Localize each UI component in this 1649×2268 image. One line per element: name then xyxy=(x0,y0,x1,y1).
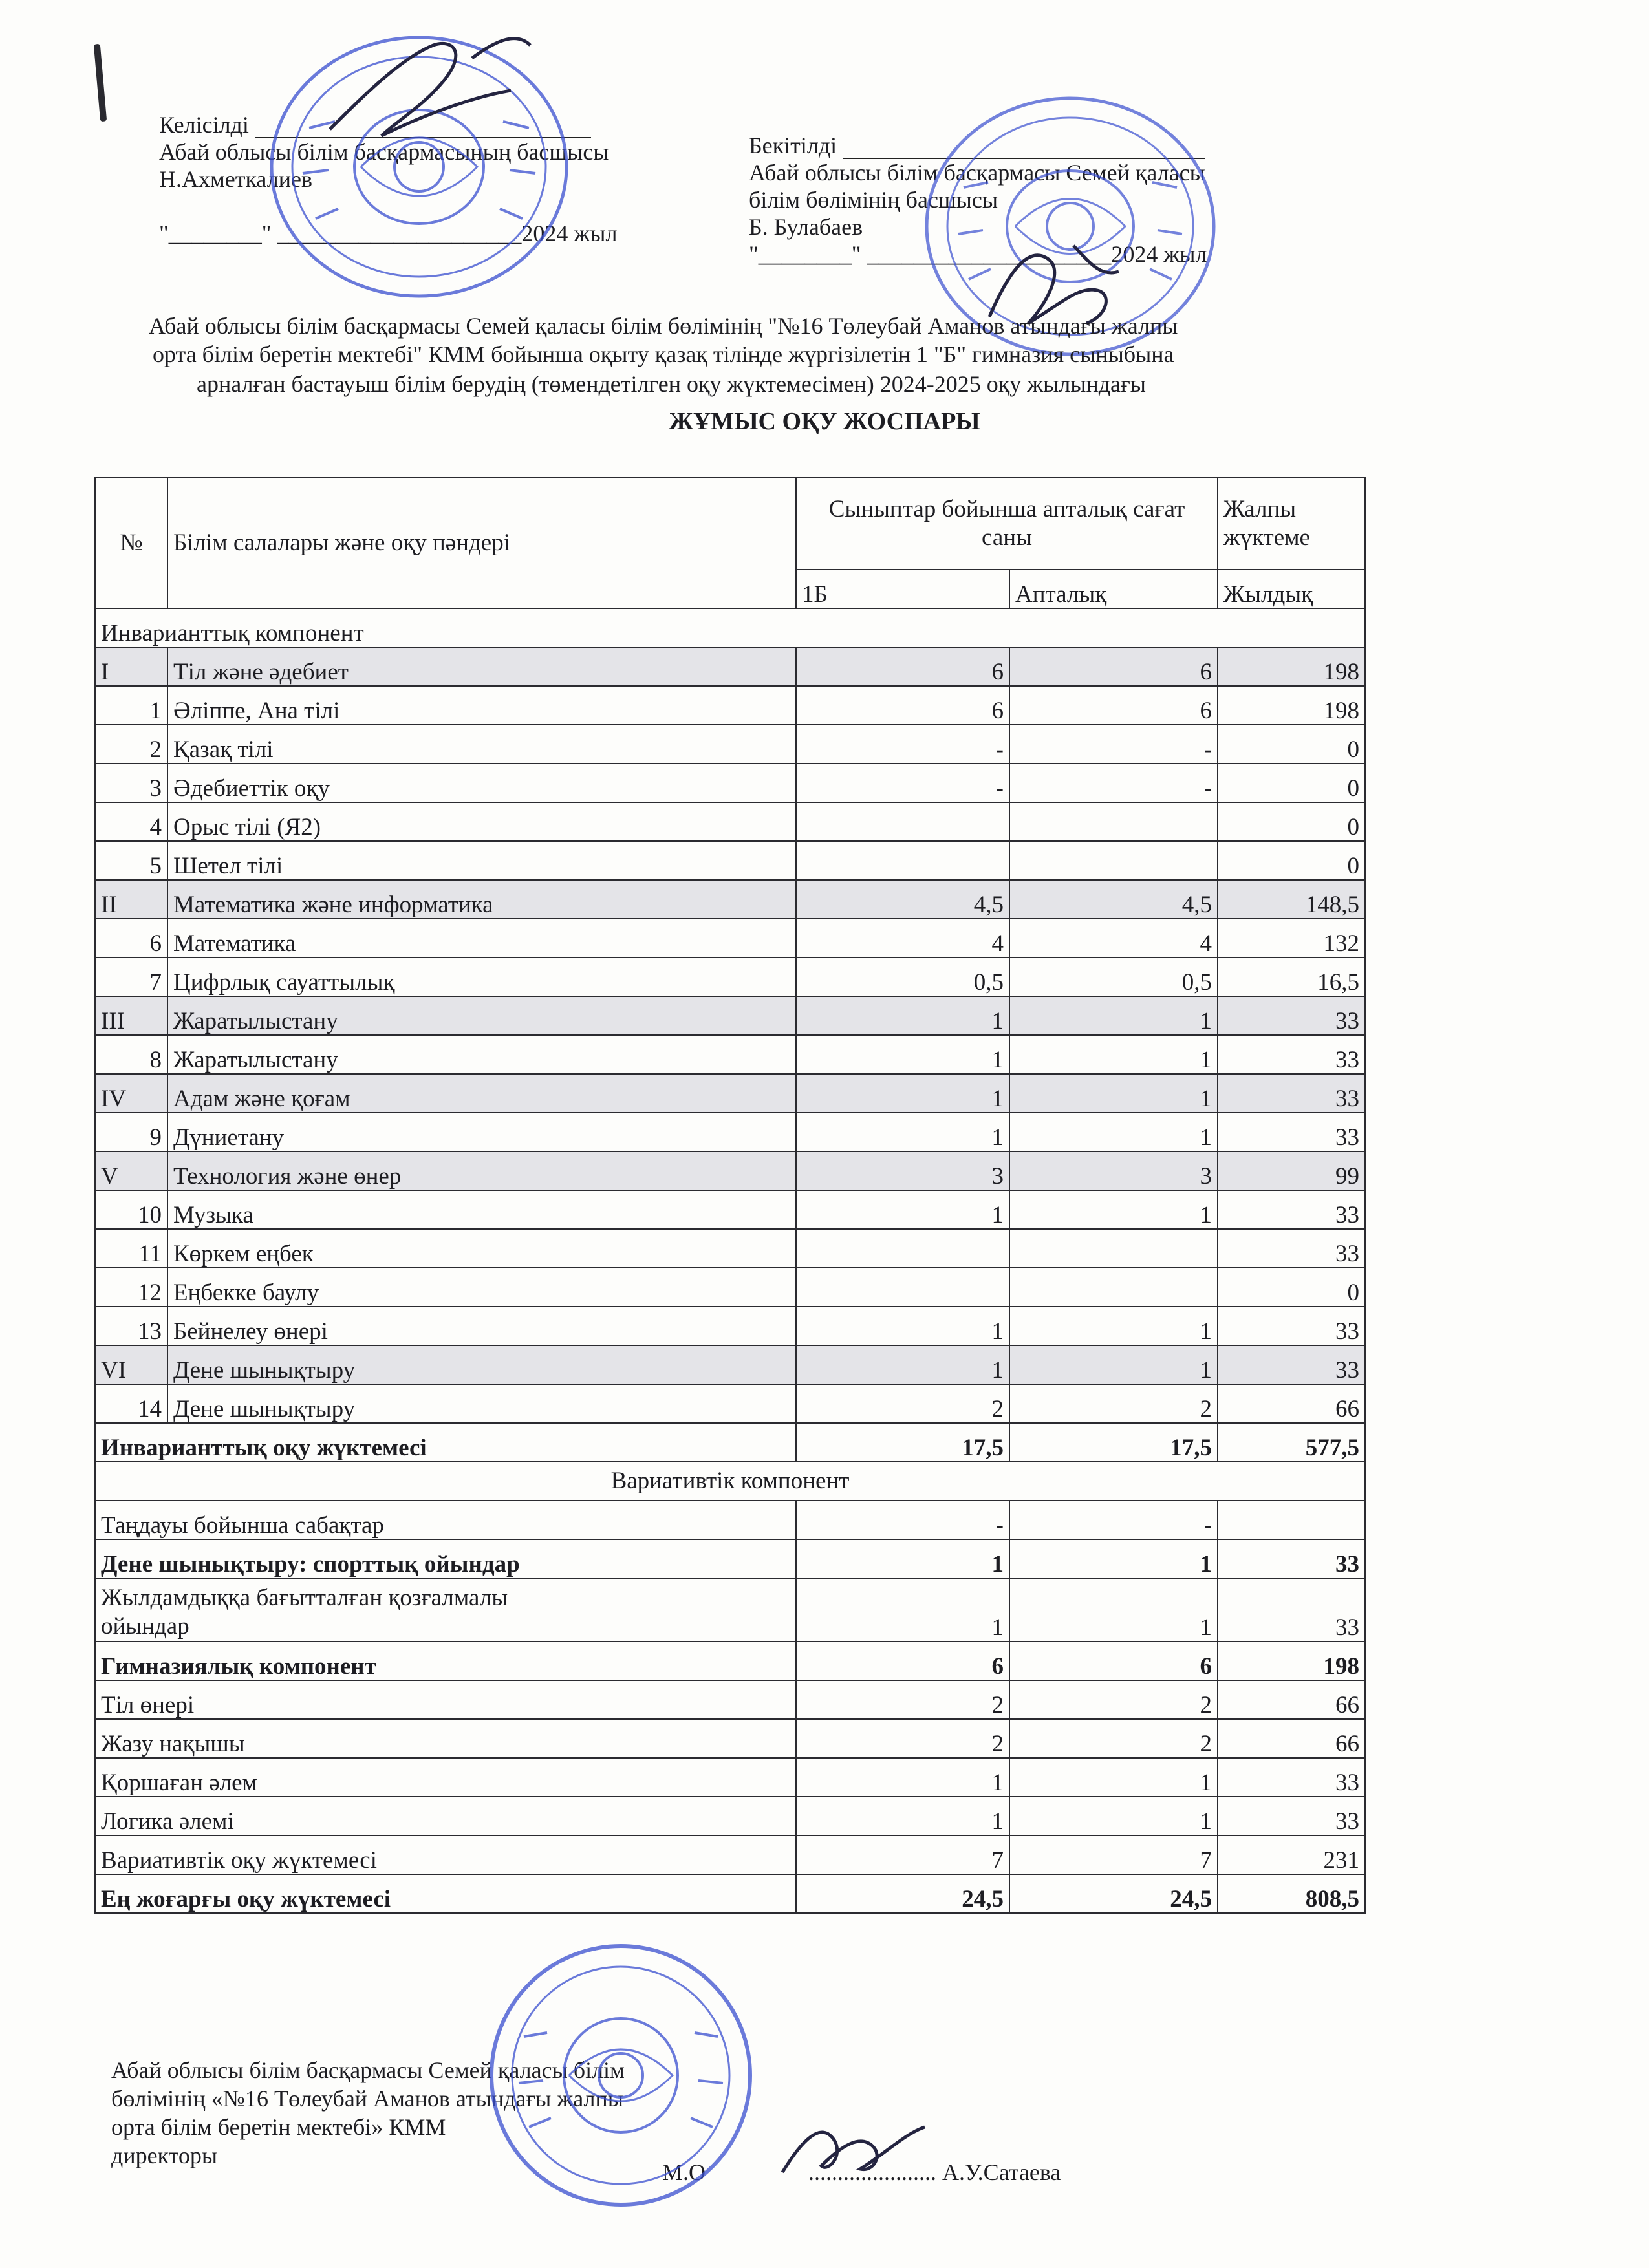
table-row xyxy=(95,1268,1365,1307)
weekly-hours: 1 xyxy=(1009,1539,1218,1578)
header-weekly: Апталық xyxy=(1009,570,1218,608)
row-number: 11 xyxy=(95,1229,167,1268)
row-number: I xyxy=(95,647,167,686)
subject-name: Тіл және әдебиет xyxy=(167,647,796,686)
row-number: 12 xyxy=(95,1268,167,1307)
row-number: 5 xyxy=(95,841,167,880)
subject-name: Ең жоғарғы оқу жүктемесі xyxy=(95,1874,796,1913)
yearly-hours: 808,5 xyxy=(1218,1874,1365,1913)
subject-name: Шетел тілі xyxy=(167,841,796,880)
weekly-hours: 1 xyxy=(1009,1345,1218,1384)
subject-name: Бейнелеу өнері xyxy=(167,1307,796,1345)
weekly-hours: 4 xyxy=(1009,919,1218,957)
table-row xyxy=(95,1113,1365,1151)
yearly-hours: 33 xyxy=(1218,1578,1365,1642)
weekly-hours xyxy=(1009,1229,1218,1268)
invariant-total-row xyxy=(95,1423,1365,1462)
footer-line-4: директоры xyxy=(111,2143,218,2168)
yearly-hours: 0 xyxy=(1218,1268,1365,1307)
subject-name: Еңбекке баулу xyxy=(167,1268,796,1307)
weekly-hours: 2 xyxy=(1009,1719,1218,1758)
variative-title: Вариативтік компонент xyxy=(95,1462,1365,1501)
yearly-hours: 33 xyxy=(1218,1345,1365,1384)
class-hours: 4,5 xyxy=(796,880,1009,919)
weekly-hours xyxy=(1009,841,1218,880)
class-hours: 7 xyxy=(796,1835,1009,1874)
variative-row xyxy=(95,1874,1365,1913)
class-hours: 4 xyxy=(796,919,1009,957)
variative-row xyxy=(95,1797,1365,1835)
subject-name: Гимназиялық компонент xyxy=(95,1642,796,1680)
weekly-hours: 1 xyxy=(1009,996,1218,1035)
subject-name: Технология және өнер xyxy=(167,1151,796,1190)
class-hours: 6 xyxy=(796,686,1009,725)
weekly-hours: 1 xyxy=(1009,1578,1218,1642)
class-hours: 3 xyxy=(796,1151,1009,1190)
class-hours: 1 xyxy=(796,1307,1009,1345)
yearly-hours: 198 xyxy=(1218,1642,1365,1680)
class-hours: 17,5 xyxy=(796,1423,1009,1462)
header-total-load: Жалпы жүктеме xyxy=(1218,478,1365,570)
weekly-hours: 6 xyxy=(1009,647,1218,686)
class-hours xyxy=(796,1229,1009,1268)
yearly-hours: 148,5 xyxy=(1218,880,1365,919)
invariant-title-row xyxy=(95,608,1365,647)
row-number: 10 xyxy=(95,1190,167,1229)
variative-row xyxy=(95,1758,1365,1797)
weekly-hours: 1 xyxy=(1009,1307,1218,1345)
row-number: III xyxy=(95,996,167,1035)
class-hours xyxy=(796,841,1009,880)
plan-title: ЖҰМЫС ОҚУ ЖОСПАРЫ xyxy=(669,408,980,435)
yearly-hours: 0 xyxy=(1218,725,1365,764)
subject-name: Адам және қоғам xyxy=(167,1074,796,1113)
weekly-hours: 6 xyxy=(1009,1642,1218,1680)
class-hours: 0,5 xyxy=(796,957,1009,996)
subject-name: Вариативтік оқу жүктемесі xyxy=(95,1835,796,1874)
approval-left-position: Абай облысы білім басқармасының басшысы xyxy=(159,139,609,165)
class-hours: 1 xyxy=(796,1074,1009,1113)
approval-left-date: "________" _____________________2024 жыл xyxy=(159,220,618,246)
table-row xyxy=(95,841,1365,880)
footer-dots: ...................... xyxy=(808,2159,937,2185)
yearly-hours: 0 xyxy=(1218,802,1365,841)
yearly-hours: 33 xyxy=(1218,1190,1365,1229)
subject-name: Орыс тілі (Я2) xyxy=(167,802,796,841)
table-header-row xyxy=(95,478,1365,570)
weekly-hours: 1 xyxy=(1009,1113,1218,1151)
class-hours: 2 xyxy=(796,1384,1009,1423)
class-hours: 1 xyxy=(796,1578,1009,1642)
row-number: VI xyxy=(95,1345,167,1384)
yearly-hours: 198 xyxy=(1218,647,1365,686)
variative-row xyxy=(95,1719,1365,1758)
class-hours: - xyxy=(796,725,1009,764)
title-line-3: арналған бастауыш білім берудің (төмендетілген оқу жүктемесімен) 2024-2025 оқу жылындағы xyxy=(197,371,1146,397)
row-number: 7 xyxy=(95,957,167,996)
weekly-hours: - xyxy=(1009,764,1218,802)
yearly-hours: 33 xyxy=(1218,1797,1365,1835)
weekly-hours: 3 xyxy=(1009,1151,1218,1190)
approval-right-name: Б. Булабаев xyxy=(749,214,863,240)
variative-row xyxy=(95,1539,1365,1578)
header-class: 1Б xyxy=(796,570,1009,608)
approval-left-name: Н.Ахметкалиев xyxy=(159,166,312,192)
subject-name: Жаратылыстану xyxy=(167,1035,796,1074)
row-number: 8 xyxy=(95,1035,167,1074)
row-number: IV xyxy=(95,1074,167,1113)
variative-row xyxy=(95,1835,1365,1874)
row-number: II xyxy=(95,880,167,919)
footer-mo: М.О xyxy=(662,2159,706,2185)
weekly-hours: 0,5 xyxy=(1009,957,1218,996)
invariant-title: Инварианттық компонент xyxy=(95,608,1365,647)
signature-bottom-icon xyxy=(770,2101,938,2192)
header-no: № xyxy=(95,478,167,608)
approval-right-position-1: Абай облысы білім басқармасы Семей қаласы xyxy=(749,160,1205,186)
subject-name: Цифрлық сауаттылық xyxy=(167,957,796,996)
weekly-hours: 1 xyxy=(1009,1074,1218,1113)
weekly-hours: 1 xyxy=(1009,1190,1218,1229)
approval-left-label: Келісілді xyxy=(159,112,249,138)
table-row xyxy=(95,919,1365,957)
yearly-hours: 33 xyxy=(1218,1758,1365,1797)
weekly-hours xyxy=(1009,1268,1218,1307)
approval-right-label: Бекітілді xyxy=(749,133,837,158)
class-hours: - xyxy=(796,1501,1009,1539)
yearly-hours: 198 xyxy=(1218,686,1365,725)
header-weekly-hours: Сыныптар бойынша апталық сағат саны xyxy=(796,478,1218,570)
table-row xyxy=(95,1307,1365,1345)
subject-name: Дене шынықтыру xyxy=(167,1345,796,1384)
section-row xyxy=(95,647,1365,686)
subject-name: Жылдамдыққа бағытталған қозғалмалы ойындар xyxy=(95,1578,796,1642)
weekly-hours: 24,5 xyxy=(1009,1874,1218,1913)
table-row xyxy=(95,1190,1365,1229)
approval-right-position-2: білім бөлімінің басшысы xyxy=(749,187,998,213)
yearly-hours: 33 xyxy=(1218,996,1365,1035)
subject-name: Көркем еңбек xyxy=(167,1229,796,1268)
subject-name: Дене шынықтыру: спорттық ойындар xyxy=(95,1539,796,1578)
weekly-hours: 1 xyxy=(1009,1035,1218,1074)
variative-row xyxy=(95,1680,1365,1719)
row-number: 13 xyxy=(95,1307,167,1345)
yearly-hours: 33 xyxy=(1218,1307,1365,1345)
class-hours: 6 xyxy=(796,647,1009,686)
variative-row xyxy=(95,1578,1365,1642)
footer-line-2: бөлімінің «№16 Төлеубай Аманов атындағы жалпы xyxy=(111,2086,623,2112)
table-row xyxy=(95,802,1365,841)
section-row xyxy=(95,1074,1365,1113)
table-row xyxy=(95,686,1365,725)
class-hours: 1 xyxy=(796,1190,1009,1229)
yearly-hours: 33 xyxy=(1218,1113,1365,1151)
class-hours: 2 xyxy=(796,1719,1009,1758)
subject-name: Дене шынықтыру xyxy=(167,1384,796,1423)
class-hours xyxy=(796,802,1009,841)
subject-name: Логика әлемі xyxy=(95,1797,796,1835)
subject-name: Музыка xyxy=(167,1190,796,1229)
table-row xyxy=(95,1229,1365,1268)
section-row xyxy=(95,880,1365,919)
weekly-hours: 17,5 xyxy=(1009,1423,1218,1462)
yearly-hours: 0 xyxy=(1218,764,1365,802)
signature-left-icon xyxy=(304,19,550,162)
weekly-hours: 7 xyxy=(1009,1835,1218,1874)
table-row xyxy=(95,1384,1365,1423)
yearly-hours: 33 xyxy=(1218,1539,1365,1578)
yearly-hours: 66 xyxy=(1218,1680,1365,1719)
section-row xyxy=(95,996,1365,1035)
class-hours: 24,5 xyxy=(796,1874,1009,1913)
table-row xyxy=(95,725,1365,764)
yearly-hours: 66 xyxy=(1218,1719,1365,1758)
footer-signer: А.У.Сатаева xyxy=(942,2159,1061,2185)
table-row xyxy=(95,764,1365,802)
yearly-hours: 33 xyxy=(1218,1229,1365,1268)
subject-name: Қоршаған әлем xyxy=(95,1758,796,1797)
class-hours: 1 xyxy=(796,1539,1009,1578)
row-number: 9 xyxy=(95,1113,167,1151)
class-hours: 1 xyxy=(796,996,1009,1035)
variative-row xyxy=(95,1642,1365,1680)
row-number: 2 xyxy=(95,725,167,764)
weekly-hours: 1 xyxy=(1009,1758,1218,1797)
approval-right-date: "________" _____________________2024 жыл xyxy=(749,241,1207,267)
subject-name: Қазақ тілі xyxy=(167,725,796,764)
yearly-hours: 66 xyxy=(1218,1384,1365,1423)
class-hours: - xyxy=(796,764,1009,802)
subject-name: Әліппе, Ана тілі xyxy=(167,686,796,725)
yearly-hours: 0 xyxy=(1218,841,1365,880)
subject-name: Жаратылыстану xyxy=(167,996,796,1035)
table-row xyxy=(95,1035,1365,1074)
class-hours: 1 xyxy=(796,1113,1009,1151)
title-line-2: орта білім беретін мектебі" КММ бойынша оқыту қазақ тілінде жүргізілетін 1 "Б" гимназия сыныбына xyxy=(153,341,1174,367)
weekly-hours: 1 xyxy=(1009,1797,1218,1835)
footer-line-3: орта білім беретін мектебі» КММ xyxy=(111,2114,446,2140)
class-hours: 2 xyxy=(796,1680,1009,1719)
yearly-hours: 33 xyxy=(1218,1035,1365,1074)
weekly-hours: - xyxy=(1009,1501,1218,1539)
class-hours: 1 xyxy=(796,1345,1009,1384)
subject-name: Таңдауы бойынша сабақтар xyxy=(95,1501,796,1539)
curriculum-table xyxy=(94,477,1366,1914)
weekly-hours: 6 xyxy=(1009,686,1218,725)
subject-name: Әдебиеттік оқу xyxy=(167,764,796,802)
weekly-hours: 2 xyxy=(1009,1680,1218,1719)
weekly-hours: - xyxy=(1009,725,1218,764)
yearly-hours: 132 xyxy=(1218,919,1365,957)
subject-name: Математика xyxy=(167,919,796,957)
weekly-hours: 2 xyxy=(1009,1384,1218,1423)
section-row xyxy=(95,1151,1365,1190)
section-row xyxy=(95,1345,1365,1384)
yearly-hours: 33 xyxy=(1218,1074,1365,1113)
yearly-hours: 231 xyxy=(1218,1835,1365,1874)
row-number: 4 xyxy=(95,802,167,841)
class-hours: 6 xyxy=(796,1642,1009,1680)
stamp-bottom-icon xyxy=(485,1940,757,2211)
table-row xyxy=(95,957,1365,996)
row-number: 14 xyxy=(95,1384,167,1423)
subject-name: Тіл өнері xyxy=(95,1680,796,1719)
variative-title-row xyxy=(95,1462,1365,1501)
class-hours: 1 xyxy=(796,1797,1009,1835)
variative-row xyxy=(95,1501,1365,1539)
header-yearly: Жылдық xyxy=(1218,570,1365,608)
row-number: 3 xyxy=(95,764,167,802)
invariant-total-label: Инварианттық оқу жүктемесі xyxy=(95,1423,796,1462)
class-hours: 1 xyxy=(796,1035,1009,1074)
class-hours: 1 xyxy=(796,1758,1009,1797)
yearly-hours: 16,5 xyxy=(1218,957,1365,996)
title-line-1: Абай облысы білім басқармасы Семей қаласы білім бөлімінің "№16 Төлеубай Аманов атындағы жалпы xyxy=(149,313,1178,339)
weekly-hours: 4,5 xyxy=(1009,880,1218,919)
footer-line-1: Абай облысы білім басқармасы Семей қаласы білім xyxy=(111,2057,625,2083)
yearly-hours: 577,5 xyxy=(1218,1423,1365,1462)
row-number: V xyxy=(95,1151,167,1190)
class-hours xyxy=(796,1268,1009,1307)
header-subjects: Білім салалары және оқу пәндері xyxy=(167,478,796,608)
yearly-hours xyxy=(1218,1501,1365,1539)
subject-name: Жазу нақышы xyxy=(95,1719,796,1758)
binder-mark xyxy=(94,44,107,122)
subject-name: Дүниетану xyxy=(167,1113,796,1151)
yearly-hours: 99 xyxy=(1218,1151,1365,1190)
weekly-hours xyxy=(1009,802,1218,841)
row-number: 1 xyxy=(95,686,167,725)
row-number: 6 xyxy=(95,919,167,957)
subject-name: Математика және информатика xyxy=(167,880,796,919)
